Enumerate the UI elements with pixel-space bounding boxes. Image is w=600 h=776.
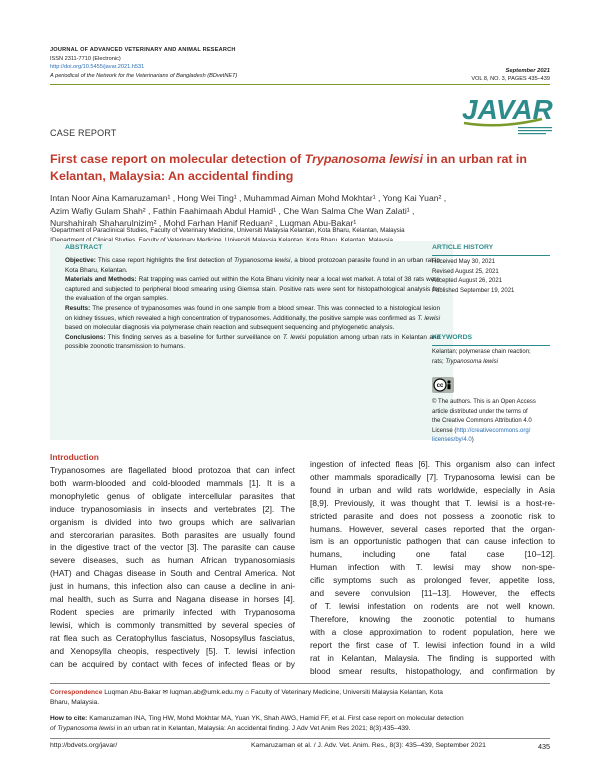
issue-date: September 2021 [505, 68, 550, 74]
body-text-line: in the digestive tract of the vector [3]. The parasite can cause [50, 542, 295, 553]
intro-right-column [310, 458, 555, 677]
journal-url[interactable]: http://bdvets.org/javar/ [50, 742, 118, 749]
body-text-line: report the first case of T. lewisi infection found in a wild [310, 639, 555, 650]
history-rule [432, 255, 550, 256]
intro-heading: Introduction [50, 452, 99, 462]
how-to-cite [50, 714, 560, 733]
author-list [50, 192, 560, 230]
how-to-cite-text: in an urban rat in Kelantan, Malaysia: An accidental finding. J Adv Vet Anim Res 2021; 8(3):435–439. [115, 724, 411, 732]
footer-rule [50, 738, 550, 739]
body-text-line: [8,9]. Previously, it was thought that T. lewisi is a host-re- [310, 497, 555, 508]
body-text-line: cific symptoms such as prolonged fever, appetite loss, [310, 575, 555, 586]
body-text-line: ism is an opportunistic pathogen that can cause infection to [310, 536, 555, 547]
how-to-cite-line [50, 714, 560, 724]
conclusions-species: T. lewisi [282, 333, 307, 341]
history-received: Received May 30, 2021 [432, 259, 496, 265]
body-text-line: just in humans, this infection also can cause a decline in ani- [50, 581, 295, 592]
javar-logo-text: JAVAR [462, 94, 553, 125]
keywords-rule [432, 345, 550, 346]
body-text-line: induce trypanosomiasis in insects and vertebrates [2]. The [50, 503, 295, 514]
body-text-line: Human infection with T. lewisi may show non-spe- [310, 562, 555, 573]
keyword-species: Trypanosoma lewisi [445, 358, 498, 365]
body-text-line: found in urban and wild rats worldwide, especially in Asia [310, 484, 555, 495]
body-text-line: severe diseases, such as human African trypanosomiasis [50, 555, 295, 566]
license-line [432, 427, 557, 437]
objective-species: Trypanosoma lewisi [234, 257, 291, 264]
body-text-line: of T. lewisi infestation on rodents are not well known. [310, 600, 555, 611]
title-part-2: in an urban rat in Kelantan, Malaysia: An accidental finding [50, 152, 527, 183]
affiliation: ¹Department of Paraclinical Studies, Faculty of Veterinary Medicine, Universiti Malaysia Kelantan, Kota Bharu, Kelantan, Malaysia [50, 227, 405, 234]
keywords-heading: KEYWORDS [432, 334, 473, 341]
cc-license-icon [432, 377, 454, 393]
how-to-cite-text: Kamaruzaman INA, Ting HW, Mohd Mokhtar MA, Yuan YK, Shah AWG, Hamid FF, et al. First case report on molecular detection [87, 715, 464, 722]
running-citation: Kamaruzaman et al. / J. Adv. Vet. Anim. Res., 8(3): 435–439, September 2021 [251, 742, 486, 749]
body-text-line: blood smear results, histopathology, and confirmation by [310, 665, 555, 676]
correspondence-line [50, 688, 560, 698]
license-link[interactable]: http://creativecommons.org/ [456, 427, 531, 434]
periodical-note: A periodical of the Network for the Veterinarians of Bangladesh (BDvetNET) [50, 73, 238, 79]
body-text-line: ingestion of infected fleas [6]. This organism also can infect [310, 459, 555, 469]
keywords-list [432, 348, 531, 367]
title-part-1: First case report on molecular detection of [50, 152, 305, 166]
how-to-cite-label: How to cite: [50, 715, 88, 722]
how-to-cite-line [50, 724, 560, 734]
abstract-body [65, 256, 440, 352]
body-text-line: both warm-blooded and cold-blooded mammals [1]. It is a [50, 477, 295, 488]
body-text-line: humans. However, several cases reported that the organ- [310, 523, 555, 534]
page-number: 435 [538, 742, 550, 751]
license-line: article distributed under the terms of [432, 408, 528, 415]
body-text-line: (HAT) and Chagas disease in South and Central America. Not [50, 568, 295, 579]
history-revised: Revised August 25, 2021 [432, 268, 499, 275]
objective-label: Objective: [65, 257, 96, 264]
body-text-line: other mammals sporadically [7]. Trypanosoma lewisi can be [310, 471, 555, 482]
license-line-end: ) [471, 437, 474, 443]
license-line-start: License ( [432, 427, 457, 434]
history-list [432, 258, 514, 296]
results-text: The presence of trypanosomes was found in one sample from a blood smear. This was connected to a histological lesion on kidney tissues, which revealed a high concentration of trypanosomes. Additionally, the positive sample was confirmed as [65, 304, 440, 322]
issn: ISSN 2311-7710 (Electronic) [50, 56, 121, 62]
journal-name: JOURNAL OF ADVANCED VETERINARY AND ANIMAL RESEARCH [50, 47, 236, 53]
body-text-line: lewisi, which is commonly transmitted by several species of [50, 619, 295, 630]
license-link[interactable]: licenses/by/4.0 [432, 437, 472, 443]
results-label: Results: [65, 304, 91, 312]
how-to-cite-species: of Trypanosoma lewisi [50, 724, 116, 732]
body-text-line: Trypanosomes are flagellated blood protozoa that can infect [50, 465, 295, 475]
body-text-line: rat flea such as Ceratophyllus fasciatus, Nosopsyllus fasciatus, [50, 632, 295, 643]
keywords-line: Kelantan; polymerase chain reaction; [432, 349, 531, 355]
body-text-line: and Xenopsylla cheopis, respectively [5]. T. lewisi infection [50, 645, 295, 656]
conclusions-text: This finding serves as a baseline for further surveillance on [105, 333, 283, 341]
body-text-line: and severe convulsion [11–13]. However, the effects [310, 588, 555, 599]
license-line [432, 436, 557, 446]
body-text-line: monophyletic genus of obligate intercellular parasites that [50, 490, 295, 501]
correspondence [50, 688, 560, 707]
body-text-line: Therefore, knowing the zoonotic potential to humans [310, 613, 555, 624]
history-accepted: Accepted August 26, 2021 [432, 278, 503, 284]
authors-line: Intan Noor Aina Kamaruzaman¹ , Hong Wei Ting¹ , Muhammad Aiman Mohd Mokhtar¹ , Yong Kai Yuan² , [50, 193, 447, 203]
body-text-line: Rodent species are primarily infected with Trypanosoma [50, 606, 295, 617]
conclusions-text: population among urban rats in Kelantan and possible zoonotic transmission to humans. [65, 333, 440, 351]
authors-line: Azim Wafiy Gulam Shah² , Fathin Faahimaah Abdul Hamid¹ , Che Wan Salma Che Wan Zalati¹ , [50, 205, 415, 216]
history-published: Published September 19, 2021 [432, 287, 515, 294]
abstract-heading: ABSTRACT [65, 244, 103, 251]
objective-text: , a blood protozoan parasite found in an urban rat in Kota Bharu, Kelantan. [65, 257, 441, 274]
keywords-line [432, 358, 531, 368]
methods-label: Materials and Methods: [65, 276, 137, 284]
body-text-line: mal health, such as Surra and Nagana disease in horses [4]. [50, 594, 295, 605]
body-text-line: organism is divided into two groups which are salivarian [50, 516, 295, 527]
keyword: rats; [432, 358, 446, 365]
volume-info: VOL 8, NO. 3, PAGES 435–439 [471, 76, 550, 82]
license-text [432, 398, 557, 446]
body-text-line: can be acquired by contact with feces of infected fleas or by [50, 658, 295, 669]
correspondence-text: Luqman Abu-Bakar ✉ luqman.ab@umk.edu.my ⌂ Faculty of Veterinary Medicine, Universiti Malaysia Kelantan, Kota [102, 689, 443, 696]
body-text-line: stricted parasite and does not possess a zoonotic risk to [310, 510, 555, 521]
doi-link[interactable]: http://doi.org/10.5455/javar.2021.h531 [50, 64, 145, 70]
license-line: the Creative Commons Attribution 4.0 [432, 418, 532, 424]
cc-icon-text: cc [436, 383, 444, 390]
intro-left-column [50, 464, 295, 671]
article-title [50, 151, 530, 185]
javar-logo [460, 89, 556, 139]
body-text-line: humans, including one fatal case [10–12]. [310, 549, 555, 560]
title-species: Trypanosoma lewisi [304, 152, 423, 166]
correspondence-label: Correspondence [50, 689, 103, 696]
correspondence-line: Bharu, Malaysia. [50, 698, 100, 706]
methods-text: Rat trapping was carried out within the Kota Bharu vicinity near a local wet market. A total of 38 rats were captured and subjected to peripheral blood smearing using Giemsa stain. Positive rats were sent for histopathological analysis for the evaluation of the organ samples. [65, 276, 440, 303]
body-text-line: and stercorarian parasites. Both parasites are usually found [50, 529, 295, 540]
header-rule [50, 84, 550, 85]
body-text-line: with a close approximation to rodent population, here we [310, 626, 555, 637]
footer-rule [50, 683, 550, 684]
results-text: based on molecular diagnosis via polymerase chain reaction and subsequent sequencing and phylogenetic analysis. [65, 324, 395, 332]
history-heading: ARTICLE HISTORY [432, 244, 494, 251]
results-species: T. lewisi [417, 314, 440, 322]
conclusions-label: Conclusions: [65, 333, 106, 341]
body-text-line: rat in Kelantan, Malaysia. The finding is supported with [310, 652, 555, 663]
article-type: CASE REPORT [50, 128, 117, 138]
license-line: © The authors. This is an Open Access [432, 399, 536, 405]
objective-text: This case report highlights the first detection of [95, 257, 235, 264]
authors-line: Nurshahirah Shaharulnizim² , Mohd Farhan Hanif Reduan² , Luqman Abu-Bakar¹ [50, 218, 357, 228]
